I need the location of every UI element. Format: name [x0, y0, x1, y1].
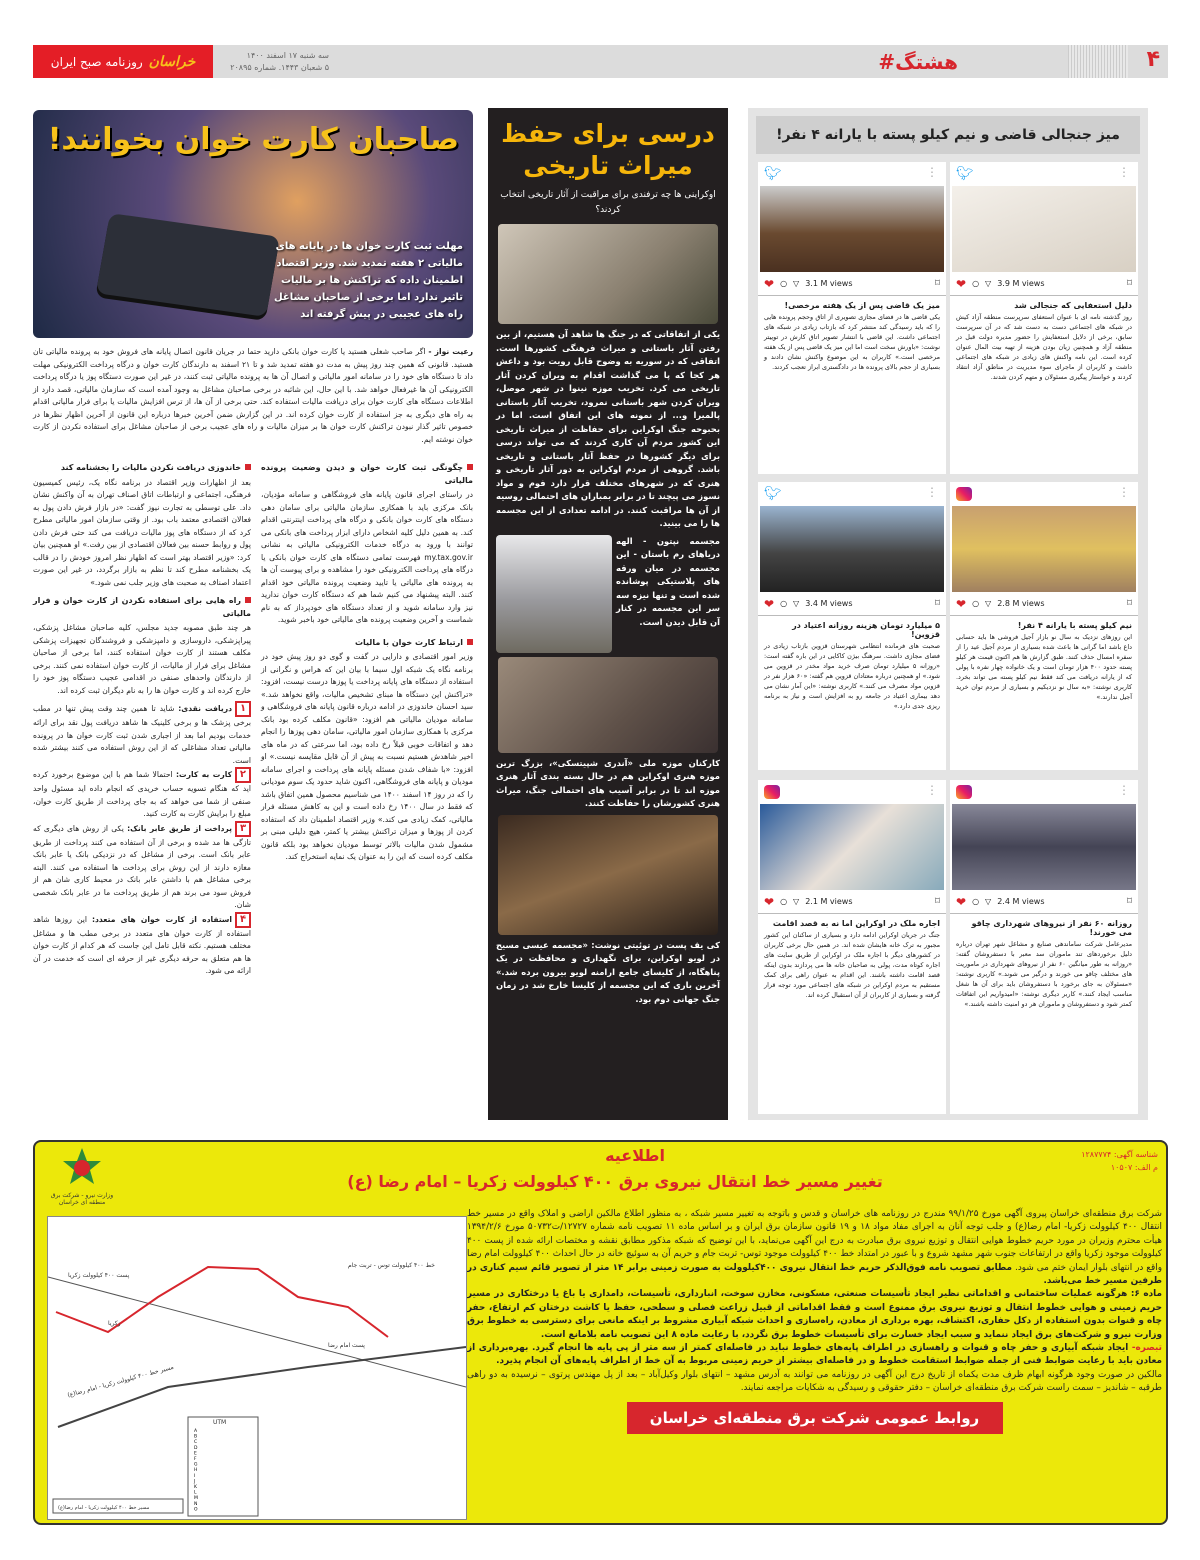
post-photo	[952, 186, 1136, 272]
post-headline: روزانه ۶۰ نفر از نیروهای شهرداری چاقو می خورند!	[971, 919, 1132, 937]
map-label: خط ۴۰۰ کیلوولت توس - تربت جام	[348, 1262, 435, 1269]
bookmark-icon[interactable]: ⌑	[1126, 896, 1132, 907]
method-heading: دریافت نقدی:	[178, 704, 232, 713]
ad-body	[467, 1208, 1162, 1396]
map-label: پست امام رضا	[328, 1342, 365, 1349]
social-media-section	[748, 108, 1148, 1120]
map-point-label: I	[194, 1473, 196, 1479]
method-number: ۳	[235, 821, 251, 837]
section-heading: خاندوزی دریافت نکردن مالیات را بخشنامه کند	[33, 462, 251, 475]
heart-icon[interactable]: ❤	[956, 276, 967, 291]
share-icon[interactable]: ▽	[985, 279, 992, 288]
share-icon[interactable]: ▽	[985, 599, 992, 608]
electric-company-logo	[47, 1146, 117, 1216]
lead-column-left	[33, 456, 251, 978]
ad-text-area	[467, 1208, 1162, 1434]
post-photo	[760, 804, 944, 890]
method-item	[33, 701, 251, 767]
social-post-card	[758, 780, 946, 1114]
ad-identifier	[1081, 1148, 1158, 1174]
method-number: ۴	[235, 912, 251, 928]
route-map-drawing	[48, 1217, 466, 1519]
post-body: روز گذشته نامه ای با عنوان استعفای سرپرست منطقه آزاد کیش در شبکه های اجتماعی دست به دست شد که در آن سرپرست سابق، برخی از دلایل استعفایش را حضور مدیره دولت قبل در منطقه آزاد و همچنین زیان بودن هزینه از تهیه بیت المال عنوان کرده است. این نامه واکنش های زیادی در شبکه های اجتماعی داشت و کاربران از ماجرای سوء مدیریت در مناطق آزاد انتقاد کردند و خواستار پیگیری مسئولان و متهم کردن شدند.	[956, 313, 1132, 381]
map-point-label: K	[194, 1485, 197, 1490]
date-line: سه شنبه ۱۷ اسفند ۱۴۰۰	[246, 51, 329, 60]
ad-id: شناسه آگهی: ۱۲۸۷۷۷۴	[1081, 1150, 1158, 1159]
lead-hero-image	[33, 110, 473, 338]
comment-icon[interactable]: ○	[780, 279, 788, 288]
heart-icon[interactable]: ❤	[764, 894, 775, 909]
map-point-label: N	[194, 1501, 198, 1507]
bookmark-icon[interactable]: ⌑	[1126, 598, 1132, 609]
twitter-icon: 🐦︎	[956, 166, 974, 182]
method-body: شاید تا همین چند وقت پیش تنها در مطب برخی پزشک ها و برخی کلینیک ها شاهد دریافت پول نقد برای ارائه خدمات بودیم اما بعد از اجباری شدن ثبت کارت خوان ها در پرونده مالیاتی تعداد مشاغلی که از این روش استفاده می کنند بیشتر شده است.	[33, 704, 251, 765]
section-body: بعد از اظهارات وزیر اقتصاد در برنامه نگاه یک، رئیس کمیسیون فرهنگی، اجتماعی و ارتباطات اتاق اصناف تهران به آن واکنش نشان داد. علی توسطی به تجارت نیوز گفت: «در بازار فرش دادن پول به فعالان اقتصادی معتمد باب بود. از وقتی سازمان امور مالیاتی مطرح کرد که از دستگاه های پوز مالیات دریافت می کند حتی فرش دادن پول و روابط حسنه بین فعالان اقتصادی از بین رفت.» او همچنین بیان کرد: «وزیر اقتصاد بهتر است که اظهار نظر امروز خودش را در قالب یک بخشنامه مطرح کند تا نظم به بازار برگردد، در غیر این صورت اعتماد اصناف به صحبت های وزیر جلب نمی شود.»	[33, 477, 251, 587]
method-number: ۲	[235, 767, 251, 783]
view-count: 2.1 M views	[805, 897, 853, 906]
section-body: در راستای اجرای قانون پایانه های فروشگاهی و سامانه مؤدیان، بانک مرکزی باید با همکاری سازمان مالیاتی برای سامان دهی دستگاه های کارت خوان بانکی و درگاه های پرداخت اینترنتی اقدام کند. به همین دلیل کلیه اشخاص دارای ابزار پرداخت های بانکی می توانند با ورود به درگاه خدمات الکترونیکی مالیاتی به نشانی my.tax.gov.ir فهرست تمامی دستگاه های کارت خوان بانکی یا درگاه های پرداخت الکترونیکی خود را مشاهده و برای پیوست آن ها به پرونده های مالیاتی یا تایید وضعیت پرونده مالیاتی خود اقدام کنند. البته پیشنهاد می کنیم شما هم که دستگاه کارت خوان ندارید نیز وارد سامانه شوید و از تعداد دستگاه های خودپرداز که به نام شماست و آخرین وضعیت پرونده های مالیاتی خود باخبر شوید.	[261, 490, 473, 624]
twitter-icon: 🐦︎	[764, 486, 782, 502]
soldiers-statue-photo	[498, 224, 718, 324]
view-count: 2.8 M views	[997, 599, 1045, 608]
power-line-notice-ad	[33, 1140, 1168, 1525]
method-body: یکی از روش های دیگری که تازگی ها مد شده و برخی از آن استفاده می کنند پرداخت از طریق عابر بانک است. برخی از مشاغل که در نزدیکی بانک یا عابر بانک مغازه دارند از این روش برای پرداخت ها استفاده می کنند. البته برخی مشاغل هم با داشتن عابر بانک در محیط کاری شان هم از فروش سود می برند هم از طریق پرداخت ما در عابر بانک شخصی شان.	[33, 823, 251, 909]
social-post-card	[950, 482, 1138, 770]
page-number: ۴	[1146, 47, 1160, 72]
newspaper-logo	[33, 45, 213, 78]
share-icon[interactable]: ▽	[793, 599, 800, 608]
method-body: احتمالا شما هم با این موضوع برخورد کرده اید که هنگام تسویه حساب خریدی که انجام داده اید مسئول واحد صنفی از شما می خواهد که به جای پرداخت از طریق کارت خوان، مبلغ را برایش کارت به کارت کنید.	[33, 770, 251, 818]
ad-subtitle: تغییر مسیر خط انتقال نیروی برق ۴۰۰ کیلوولت زکریا – امام رضا (ع)	[347, 1172, 883, 1191]
comment-icon[interactable]: ○	[780, 897, 788, 906]
post-headline: دلیل استعفایی که جنجالی شد	[1014, 301, 1132, 310]
neptune-statue-photo	[496, 535, 612, 653]
post-headline: میز یک قاضی پس از یک هفته مرخصی!	[784, 301, 940, 310]
section-title: #هشتگ	[878, 50, 958, 74]
post-photo	[760, 186, 944, 272]
post-body: این روزهای نزدیک به سال نو بازار آجیل فروشی ها باید حسابی داغ باشد اما گرانی ها باعث شده بسیاری از مردم آجیل عید را از سفره امسال حذف کنند. طبق گزارش ها هم اکنون قیمت هر کیلو پسته حدود ۴۰۰ هزار تومان است و یک خانواده چهار نفره با پولی که از یارانه دریافت می کند فقط نیم کیلو پسته می تواند بخرد. کاربری نوشته: «به سال نو نزدیکیم و بسیاری از مردم توان خرید آجیل ندارند.»	[956, 633, 1132, 701]
section-heading: راه هایی برای استفاده نکردن از کارت خوان و فرار مالیاتی	[33, 595, 251, 620]
more-options-icon[interactable]: ⋮	[926, 783, 938, 797]
bookmark-icon[interactable]: ⌑	[934, 896, 940, 907]
more-options-icon[interactable]: ⋮	[1118, 165, 1130, 179]
post-photo	[952, 506, 1136, 592]
lead-summary: مهلت ثبت کارت خوان ها در پایانه های مالیاتی ۲ هفته تمدید شد. وزیر اقتصاد اطمینان داده که تراکنش ها بر مالیات تاثیر ندارد اما برخی از صاحبان مشاغل راه های عجیبی در پیش گرفته اند	[273, 241, 463, 320]
map-label: مسیر خط ۴۰۰ کیلوولت زکریا - امام رضا(ع)	[66, 1363, 175, 1399]
social-post-card	[950, 162, 1138, 474]
ad-paragraph: شرکت برق منطقه‌ای خراسان پیروی آگهی مورخ ۹۹/۱/۲۵ مندرج در روزنامه های خراسان و قدس و باتوجه به تغییر مسیر شبکه ، به منظور اطلاع مالکین اراضی و املاک واقع در مسیر خط انتقال ۴۰۰ کیلوولت زکریا- امام رضا(ع) و جلب توجه آنان به اجرای مفاد مواد ۱۸ و ۱۹ قانون سازمان برق ایران و بر اساس ماده ۱۱ تصویب نامه شماره ۱۲۷۲۷/ت۵۰۷۳۲ مورخ ۱۳۹۴/۲/۶ هیأت محترم وزیران در مورد حریم خطوط هوایی انتقال و توزیع نیروی برق مبادرت به درج این آگهی می‌نماید، با این توضیح که شبکه مذکور مطابق نقشه و مختصات ارائه شده از پست ۴۰۰ کیلوولت موجود زکریا واقع در ارتفاعات جنوب شهر مشهد شروع و با عبور در امتداد خط ۴۰۰ کیلوولت موجود توس- تربت جام و حریم آن به سوئیچ خانه در حال احداث ۴۰۰ کیلوولت امام رضا واقع در انتهای بلوار ایمان ختم می شود.	[467, 1209, 1163, 1273]
jesus-statue-photo	[498, 815, 718, 935]
note-text: ایجاد شبکه آبیاری و حفر چاه و قنوات و راهسازی در اطراف پایه‌های خطوط نباید در فاصله‌ای کمتر از سه متر از پی پایه ها انجام گیرد. بهره‌برداری از معادن باید با رعایت ضوابط فنی از جمله ضوابط استقامت خطوط و در فاصله‌ای بیشتر از حریم زمینی مربوط به آن خط از اطراف پایه‌های آن انجام پذیرد.	[467, 1343, 1162, 1367]
more-options-icon[interactable]: ⋮	[1118, 485, 1130, 499]
map-legend: مسیر خط ۴۰۰ کیلوولت زکریا - امام رضا(ع)	[58, 1505, 150, 1511]
card-reader-illustration	[96, 213, 280, 317]
section-heading: چگونگی ثبت کارت خوان و دیدن وضعیت پرونده مالیاتی	[261, 462, 473, 487]
statue-caption: کی یف پست در توئیتی نوشت: «مجسمه عیسی مسیح در لویو اوکراین، برای نگهداری و محافظت در یک پناهگاه، از کلیسای جامع ارامنه لویو بیرون برده شد.» آخرین باری که این مجسمه از کلیسا خارج شد در زمان جنگ جهانی دوم بود.	[496, 939, 720, 1004]
heart-icon[interactable]: ❤	[956, 596, 967, 611]
route-map	[47, 1216, 467, 1520]
map-label: پست ۴۰۰ کیلوولت زکریا	[68, 1272, 130, 1279]
lead-body	[33, 346, 473, 978]
ad-footer-banner: روابط عمومی شرکت برق منطقه‌ای خراسان	[627, 1402, 1003, 1434]
view-count: 3.1 M views	[805, 279, 853, 288]
neptune-block	[496, 535, 720, 653]
heritage-article	[488, 108, 728, 1120]
header-pattern	[1068, 45, 1128, 78]
map-point-label: J	[194, 1479, 196, 1485]
comment-icon[interactable]: ○	[972, 897, 980, 906]
map-point-label: O	[194, 1507, 198, 1513]
more-options-icon[interactable]: ⋮	[1118, 783, 1130, 797]
ad-contact-paragraph: مالکین در صورت وجود هرگونه ابهام ظرف مدت یکماه از تاریخ درج این آگهی در روزنامه می توانند به آدرس مشهد – انتهای بلوار وکیل‌آباد – بعد از پل مهندس پرتوی – نرسیده به دو راهی طرقبه – شاندیز – سمت راست شرکت برق منطقه‌ای خراسان – دفتر حقوقی و رسیدگی به شکایات مراجعه نمایند.	[467, 1369, 1162, 1394]
comment-icon[interactable]: ○	[972, 599, 980, 608]
view-count: 2.4 M views	[997, 897, 1045, 906]
map-point-label: D	[194, 1445, 198, 1451]
lead-title: صاحبان کارت خوان بخوانند!	[47, 122, 459, 157]
map-point-label: H	[194, 1468, 198, 1474]
share-icon[interactable]: ▽	[985, 897, 992, 906]
view-count: 3.4 M views	[805, 599, 853, 608]
instagram-icon	[956, 785, 972, 799]
instagram-icon	[764, 785, 780, 799]
comment-icon[interactable]: ○	[972, 279, 980, 288]
map-point-label: G	[194, 1462, 198, 1468]
page-header	[33, 45, 1168, 78]
bookmark-icon[interactable]: ⌑	[934, 278, 940, 289]
neptune-caption: مجسمه نپتون - الهه دریاهای رم باستان - این مجسمه در میان ورقه های پلاستیکی پوشانده شده است و تنها نیزه سه سر این مجسمه در کنار آن قابل دیدن است.	[616, 535, 720, 627]
heart-icon[interactable]: ❤	[764, 596, 775, 611]
bookmark-icon[interactable]: ⌑	[1126, 278, 1132, 289]
map-point-label: M	[194, 1496, 198, 1502]
museum-caption: کارکنان موزه ملی «آندری شپیتسکی»، بزرگ ترین موزه هنری اوکراین هم در حال بسته بندی آثار هنری موزه اند تا در برابر آسیب های احتمالی جنگ، میراث هنری کشورشان را حفاظت کنند.	[496, 757, 720, 808]
view-count: 3.9 M views	[997, 279, 1045, 288]
heart-icon[interactable]: ❤	[764, 276, 775, 291]
lead-intro	[33, 346, 473, 446]
map-point-label: B	[194, 1434, 198, 1440]
map-point-label: C	[194, 1440, 198, 1446]
map-point-label: E	[194, 1451, 197, 1457]
post-photo	[952, 804, 1136, 890]
logo-star-icon	[60, 1146, 104, 1190]
heart-icon[interactable]: ❤	[956, 894, 967, 909]
method-body: این روزها شاهد استفاده از کارت خوان های متعدد در برخی مطب ها و مشاغل مختلف هستیم. نکته قابل تامل این جاست که هر کدام از کارت خوان ها هم متعلق به حرفه دیگری غیر از حرفه ای است که خدمت در آن ارائه می شود.	[33, 914, 251, 975]
post-body: صحبت های فرمانده انتظامی شهرستان قزوین بازتاب زیادی در فضای مجازی داشت. سرهنگ بیژن کاکایی در این باره گفته است: «روزانه ۵ میلیارد تومان صرف خرید مواد مخدر در قزوین می شود.» او همچنین درباره معتادان قزوین هم گفته: «۶۰ هزار نفر در قزوین مواد مصرف می کنند.» کاربری نوشته: «این آمار نشان می دهد بیماری اعتیاد در جامعه رو به افزایش است و نیاز به برنامه ریزی جدی دارد.»	[764, 642, 940, 710]
issue-date	[219, 50, 329, 74]
method-heading: استفاده از کارت خوان های متعدد:	[91, 914, 232, 924]
map-point-label: L	[194, 1490, 197, 1496]
lead-columns	[33, 456, 473, 978]
section-body: هر چند طبق مصوبه جدید مجلس، کلیه صاحبان مشاغل پزشکی، پیراپزشکی، داروسازی و دامپزشکی و فروشندگان تجهیزات پزشکی مکلف هستند از کارت خوان استفاده کنند، اما برخی از صاحبان مشاغل برای فرار از مالیات، از کارت خوان استفاده نمی کنند. برخی از دارندگان واحدهای صنفی در اقدامی عجیب دستگاه پوز خود را خارج کرده اند و کارت خوان ها را به نام دیگران ثبت کرده اند.	[33, 623, 251, 695]
lead-column-right	[261, 456, 473, 978]
post-body: مدیرعامل شرکت ساماندهی صنایع و مشاغل شهر تهران درباره دلیل برخوردهای تند ماموران سد معبر با دستفروشان گفته: «روزانه به طور میانگین ۶۰ نفر از نیروهای شهرداری در ماموریت های مختلف چاقو می خورند و درگیر می شوند.» کاربری نوشته: «مسئولان به جای برخورد با دستفروشان باید برای آن ها شغل مناسب ایجاد کنند.» کاربر دیگری نوشته: «امیدواریم این اتفاقات کمتر شود و دستفروشان و ماموران هر دو امنیت داشته باشند.»	[956, 940, 1132, 1008]
heritage-subtitle: اوکراینی ها چه ترفندی برای مراقبت از آثار تاریخی انتخاب کردند؟	[500, 190, 716, 215]
heritage-title: درسی برای حفظ میراث تاریخی	[501, 119, 715, 180]
social-post-card	[950, 780, 1138, 1114]
map-point-label: A	[194, 1429, 198, 1434]
issue-number: ۵ شعبان ۱۴۴۳. شماره ۲۰۸۹۵	[230, 63, 329, 72]
tagline: روزنامه صبح ایران	[50, 54, 143, 69]
section-body: وزیر امور اقتصادی و دارایی در گفت و گوی دو روز پیش خود در برنامه نگاه یک شبکه اول سیما با بیان این که هراس و نگرانی از استفاده از دستگاه های پایانه پرداخت یا پوزها درست نیست، افزود: «تراکنش این دستگاه ها مبنای تشخیص مالیات، واقع نخواهد شد.» سید احسان خاندوزی در ادامه درباره قانون پایانه های فروشگاهی و سامانه مودیان مالیاتی هم افزود: «قانون مکلف کرده بود بانک مرکزی با همکاری سازمان امور مالیاتی، سامان دهی پوزها را انجام دهد و اتفاقات خوبی قبلاً رخ داده بود، اما سرعتی که در ماه های اخیر شاهدش هستیم نسبت به پیش از آن قابل مقایسه نیست.» او افزود: «با شفاف شدن مسئله پایانه های پرداخت و اجرای سامانه مودیان و پایانه های فروشگاهی، اکنون شاید حدود یک سوم مودیانی را که در روز ۱۴ اسفند ۱۴۰۰ می شناسیم محصول همین اتفاق باشد که فقط در سال ۱۴۰۰ رخ داده است و این به کاهش مسئله فرار مالیاتی، کمک زیادی می کند.» وزیر اقتصاد اطمینان داد که استفاده کردن از پوزها و میزان تراکنش بیشتر یا کمتر، هیچ دلیلی مبنی بر مشمول شدن مالیات بالاتر توسط مودیان نخواهد بود بلکه قانون مکلف کرده است که این را به عنوان یک نمایه استخراج کند.	[261, 652, 473, 861]
post-photo	[760, 506, 944, 592]
brand-name: خراسان	[148, 53, 196, 70]
author: رعیت نواز -	[428, 347, 473, 356]
ad-ref: م الف: ۱۰۵۰۷	[1110, 1163, 1158, 1172]
more-options-icon[interactable]: ⋮	[926, 165, 938, 179]
method-heading: پرداخت از طریق عابر بانک:	[127, 823, 232, 833]
post-headline: اجاره ملک در اوکراین اما نه به قصد اقامت	[772, 919, 940, 928]
method-heading: کارت به کارت:	[175, 770, 232, 779]
post-body: جنگ در جریان اوکراین ادامه دارد و بسیاری از ساکنان این کشور مجبور به ترک خانه هایشان شده اند. در همین حال برخی کاربران در کشورهای دیگر با اجاره ملک در اوکراین از طریق سایت های اجاره کوتاه مدت، پولی به صاحبان خانه ها می پردازند بدون اینکه قصد اقامت داشته باشند. این اقدام به عنوان راهی برای کمک مستقیم به مردم اوکراین در شبکه های اجتماعی مورد توجه قرار گرفته و بسیاری از کاربران از آن استقبال کرده اند.	[764, 931, 940, 999]
ad-bold-paragraph: مطابق تصویب نامه فوق‌الذکر حریم خط انتقال نیروی ۴۰۰کیلوولت به صورت زمینی برابر ۱۴ متر از تصویر قائم سیم کناری در طرفین مسیر خط می‌باشد.	[467, 1262, 1162, 1287]
logo-caption: وزارت نیرو - شرکت برق منطقه ای خراسان	[50, 1192, 114, 1206]
method-number: ۱	[235, 701, 251, 717]
social-post-card	[758, 162, 946, 474]
method-item	[33, 821, 251, 912]
twitter-icon: 🐦︎	[764, 166, 782, 182]
museum-packing-photo	[498, 657, 718, 753]
map-point-label: F	[194, 1457, 197, 1462]
comment-icon[interactable]: ○	[780, 599, 788, 608]
social-section-title: میز جنجالی قاضی و نیم کیلو پسته با یارانه ۴ نفر!	[756, 116, 1140, 154]
method-item	[33, 912, 251, 978]
ad-article-6: ماده ۶: هرگونه عملیات ساختمانی و اقداماتی نظیر ایجاد تأسیسات صنعتی، مسکونی، مخازن سوخت، انبارداری، تأسیسات، دامداری یا باغ یا درختکاری در مسیر حریم زمینی و هوایی خطوط انتقال و توزیع نیروی برق ممنوع است و فقط اقداماتی از قبیل زراعت فصلی و سطحی، حفظ یا کاشت درختان کم ارتفاع، حفر چاه و قنوات بدون استفاده از دکل حفاری، اکتشاف، بهره برداری از معادن، راه‌سازی و احداث شبکه آبیاری مشروط بر اینکه مانعی برای دسترسی به خطوط برق وزارت نیرو و شرکت‌های برق ایجاد ننماید و سبب ایجاد خسارت برای تأسیسات خطوط برق نگردد، با رعایت ماده ۸ این تصویب نامه بلامانع است.	[467, 1289, 1162, 1340]
map-table-header: UTM	[213, 1419, 227, 1426]
bookmark-icon[interactable]: ⌑	[934, 598, 940, 609]
social-post-card	[758, 482, 946, 770]
post-body: یکی قاضی ها در فضای مجازی تصویری از اتاق وحجم پرونده هایی را که باید رسیدگی کند منتشر کرد که بازتاب زیادی در شبکه های اجتماعی داشت. این قاضی با انتشار تصویر اتاق کارش در توییتر نوشت: «باورش سخت است اما این میز یک قاضی پس از یک هفته مرخصی است.» کاربران به این موضوع واکنش نشان دادند و بسیاری از حجم بالای پرونده ها در دادگستری ابراز تعجب کردند.	[764, 313, 940, 371]
ad-title: اطلاعیه	[605, 1146, 665, 1165]
lead-intro-text: اگر صاحب شغلی هستید یا کارت خوان بانکی دارید حتما در جریان قانون اتصال پایانه های فروش خود به پرونده مالیاتی تان هستید. قانونی که همین چند روز پیش به مدت دو هفته تمدید شد و تا ۲۱ اسفند به دارندگان کارت خوان و درگاه پرداخت الکترونیکی مهلت داد تا دستگاه های خود را در سامانه امور مالیاتی و اتصال آن ها به پرونده مالیاتی ثبت کنند، در غیر این صورت دستگاه پوز یا درگاه پرداخت الکترونیکی آن ها غیرفعال خواهد شد. با این حال، این شائبه در برخی صاحبان مشاغل به وجود آمده است که سازمان مالیاتی، قصد دارد از اطلاعات دستگاه های کارت خوان برای دریافت مالیات استفاده کند. حتی برخی از آن ها، از ترس افزایش مالیات یا برای فرار مالیاتی اقدام به راه های دیگری به جز استفاده از کارت خوان کرده اند. در این گزارش ضمن آخرین خبرها درباره این قانون از آخرین اظهار نظرها در خصوص تاثیر گذار نبودن تراکنش کارت خوان ها بر میزان مالیات و راه های عجیب برخی از صاحبان مشاغل برای استفاده نکردن از کارت خوان نوشته ایم.	[33, 347, 473, 444]
note-label: تبصره-	[1131, 1343, 1162, 1354]
heritage-intro: یکی از اتفاقاتی که در جنگ ها شاهد آن هستیم، از بین رفتن آثار باستانی و میراث فرهنگی کشورها است. اتفاقی که در سوریه به وضوح قابل رویت بود و داعش هر کجا که پا می گذاشت اقدام به ویران کردن آثار تاریخی می کرد. تخریب موزه نینوا در شهر موصل، ویران کردن شهر باستانی نمرود، تخریب آثار باستانی پالمیرا و... از نمونه های این اتفاق است. اما در بحبوحه جنگ اوکراین برای حفاظت از میراث تاریخی این کشور مردم آن کاری کردند که می تواند درسی برای دیگر کشورها در حفظ آثار باستانی و تاریخی باشد. گروهی از مردم اوکراین به دور آثار تاریخی و هنری که در شهرهای مختلف قرار دارد فوم و مواد نسوز می پیچند تا در برابر بمباران های احتمالی روسیه از آن ها مراقبت کنند. در ادامه تعدادی از این مجسمه ها را می بینید.	[496, 329, 720, 528]
instagram-icon	[956, 487, 972, 501]
share-icon[interactable]: ▽	[793, 279, 800, 288]
more-options-icon[interactable]: ⋮	[926, 485, 938, 499]
method-item	[33, 767, 251, 821]
section-heading: ارتباط کارت خوان با مالیات	[261, 637, 473, 650]
post-headline: ۵ میلیارد تومان هزینه روزانه اعتیاد در قزوین!	[792, 621, 940, 639]
map-label: زکریا	[108, 1320, 121, 1327]
post-headline: نیم کیلو پسته با یارانه ۴ نفر!	[1017, 621, 1132, 630]
share-icon[interactable]: ▽	[793, 897, 800, 906]
